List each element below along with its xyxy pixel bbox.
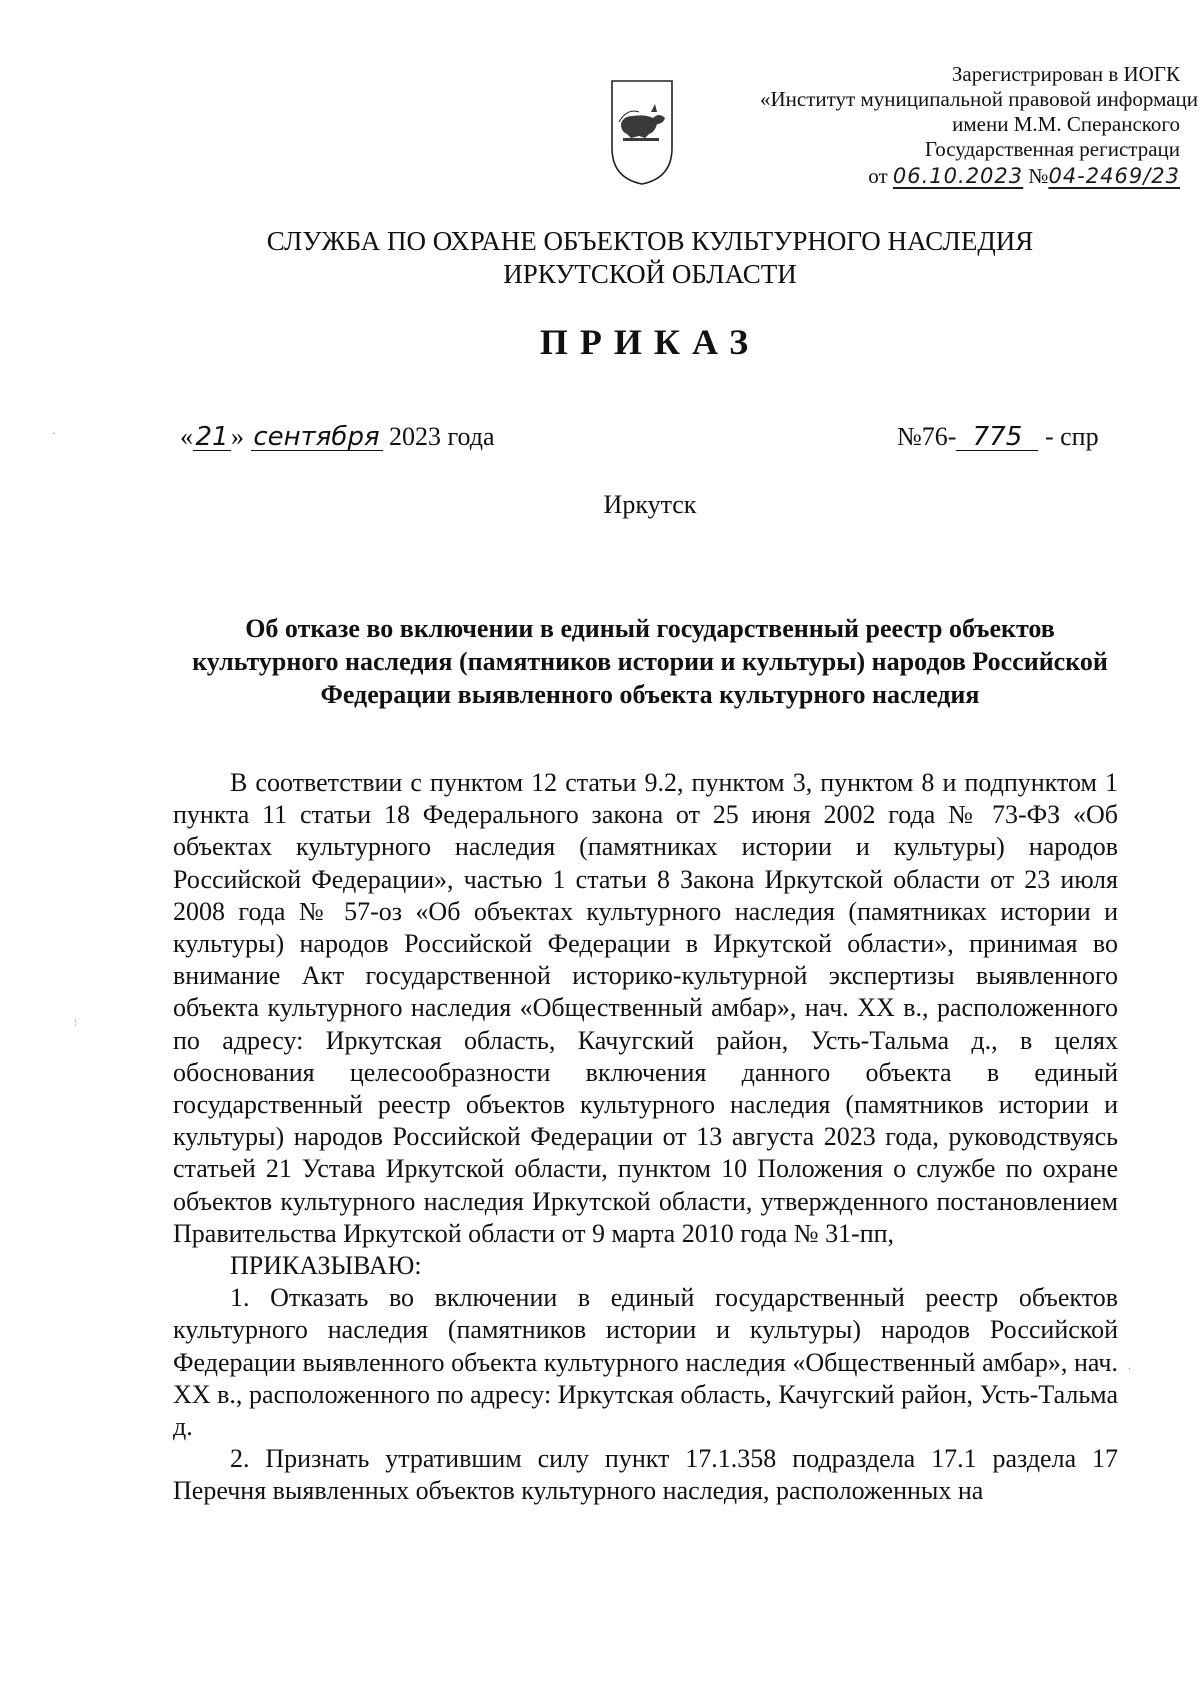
document-body bbox=[173, 767, 1118, 1508]
order-number-prefix: №76- bbox=[897, 422, 957, 451]
item-2-paragraph: 2. Признать утратившим силу пункт 17.1.358 подраздела 17.1 раздела 17 Перечня выявленных объектов культурного наследия, расположенных на bbox=[173, 1444, 1118, 1506]
registration-line-4: Государственная регистраци bbox=[924, 137, 1180, 161]
order-month-handwritten: сентября bbox=[251, 424, 383, 451]
city-name: Иркутск bbox=[603, 490, 697, 519]
coat-of-arms-emblem bbox=[609, 78, 675, 186]
registration-line-1: Зарегистрирован в ИОГК bbox=[951, 62, 1180, 86]
scan-speck: · bbox=[1128, 1364, 1132, 1375]
document-title: Об отказе во включении в единый государственный реестр объектов культурного наследия (памятников истории и культуры) народов Российской Федерации выявленного объекта культурного наследия bbox=[192, 614, 1108, 709]
item-1-paragraph: 1. Отказать во включении в единый государственный реестр объектов культурного наследия (памятников истории и культуры) народов Российской Федерации выявленного объекта культурного наследия «Общественный амбар», нач. XX в., расположенного по адресу: Иркутская область, Качугский район, Усть-Тальма д. bbox=[173, 1283, 1118, 1442]
order-number-handwritten: 775 bbox=[956, 424, 1038, 451]
registration-number-prefix: № bbox=[1028, 164, 1049, 188]
authority-line-2: ИРКУТСКОЙ ОБЛАСТИ bbox=[503, 259, 797, 289]
registration-line-2: «Институт муниципальной правовой информаци bbox=[760, 87, 1199, 111]
registration-number-handwritten: 04-2469/23 bbox=[1048, 164, 1180, 188]
registration-line-3: имени М.М. Сперанского bbox=[952, 112, 1180, 136]
registration-date-handwritten: 06.10.2023 bbox=[892, 164, 1024, 188]
order-year: 2023 года bbox=[389, 422, 495, 451]
issuing-authority bbox=[0, 225, 1200, 291]
order-date-quote-open: « bbox=[180, 422, 193, 451]
registration-date-prefix: от bbox=[868, 164, 888, 188]
document-type-heading: ПРИКАЗ bbox=[539, 322, 761, 362]
authority-line-1: СЛУЖБА ПО ОХРАНЕ ОБЪЕКТОВ КУЛЬТУРНОГО НАСЛЕДИЯ bbox=[266, 226, 1034, 256]
order-date bbox=[180, 422, 495, 452]
order-date-quote-close: » bbox=[231, 422, 244, 451]
order-number-suffix: - спр bbox=[1044, 422, 1099, 451]
order-number bbox=[897, 422, 1099, 452]
registration-date-line bbox=[760, 164, 1180, 189]
registration-stamp bbox=[760, 62, 1199, 189]
order-day-handwritten: 21 bbox=[193, 424, 231, 451]
decree-word: ПРИКАЗЫВАЮ: bbox=[230, 1251, 422, 1281]
preamble-paragraph: В соответствии с пунктом 12 статьи 9.2, пунктом 3, пунктом 8 и подпунктом 1 пункта 11 статьи 18 Федерального закона от 25 июня 2002 года № 73-ФЗ «Об объектах культурного наследия (памятниках истории и культуры) народов Российской Федерации», частью 1 статьи 8 Закона Иркутской области от 23 июля 2008 года № 57-оз «Об объектах культурного наследия (памятниках истории и культуры) народов Российской Федерации в Иркутской области», принимая во внимание Акт государственной историко-культурной экспертизы выявленного объекта культурного наследия «Общественный амбар», нач. XX в., расположенного по адресу: Иркутская область, Качугский район, Усть-Тальма д., в целях обоснования целесообразности включения данного объекта в единый государственный реестр объектов культурного наследия (памятников истории и культуры) народов Российской Федерации от 13 августа 2023 года, руководствуясь статьей 21 Устава Иркутской области, пунктом 10 Положения о службе по охране объектов культурного наследия Иркутской области, утвержденного постановлением Правительства Иркутской области от 9 марта 2010 года № 31-пп, bbox=[173, 768, 1118, 1248]
babr-figure bbox=[621, 104, 665, 141]
scan-speck: ⁝ bbox=[74, 1018, 78, 1029]
scan-speck: - bbox=[52, 428, 56, 439]
